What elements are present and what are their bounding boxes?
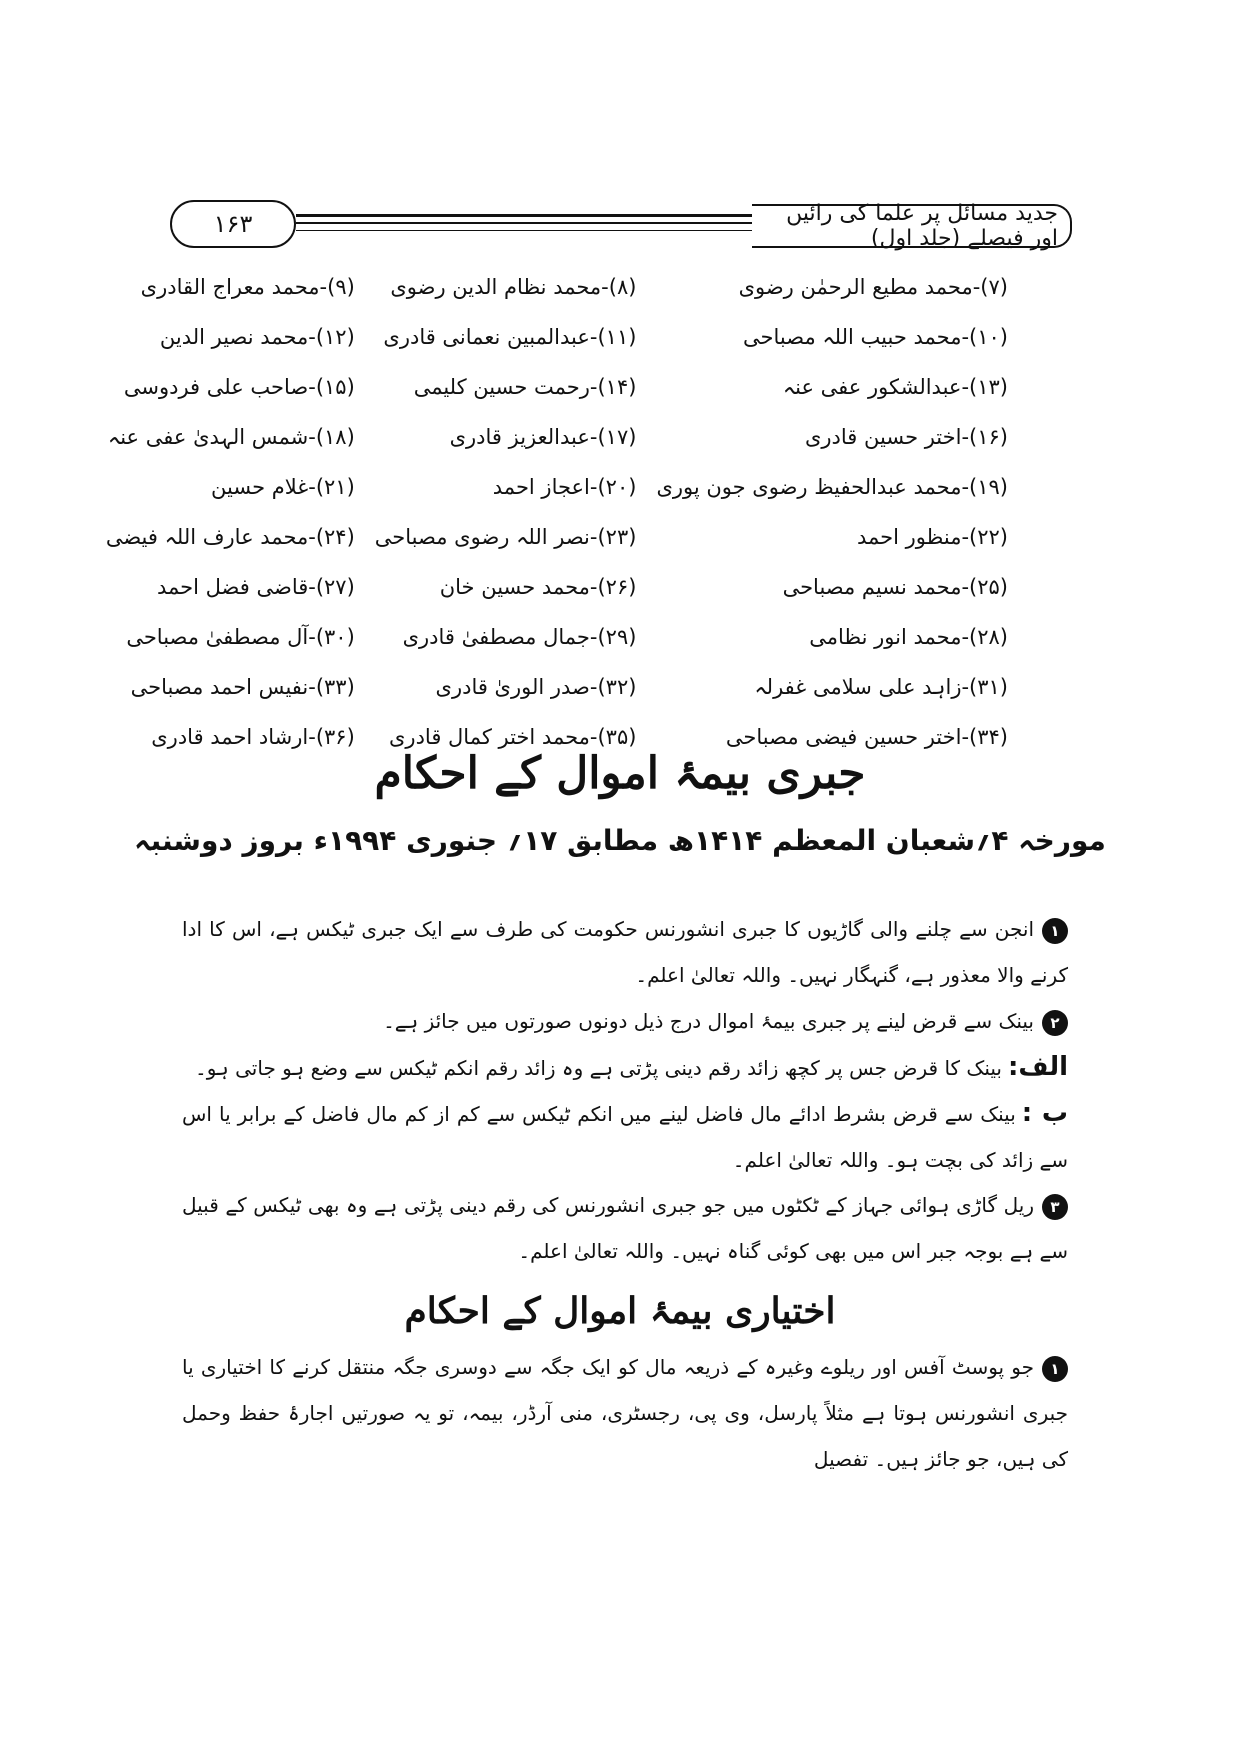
item-number-badge: ۳ [1042,1194,1068,1220]
signatory: (۲۹)-جمال مصطفیٰ قادری [402,625,637,649]
signatory: (۱۵)-صاحب علی فردوسی [123,375,355,399]
ruling-1 [182,906,1068,998]
ruling-optional-1 [182,1344,1068,1482]
date-line: مورخہ ۴؍شعبان المعظم ۱۴۱۴ھ مطابق ۱۷؍ جنوری ۱۹۹۴ء بروز دوشنبہ [134,824,1106,857]
signatory: (۳۰)-آل مصطفیٰ مصباحی [126,625,355,649]
signatory: (۳۵)-محمد اختر کمال قادری [389,725,637,749]
signatory: (۳۶)-ارشاد احمد قادری [151,725,355,749]
signatory: (۲۴)-محمد عارف اللہ فیضی [105,525,355,549]
ruling-text: ریل گاڑی ہوائی جہاز کے ٹکٹوں میں جو جبری انشورنس کی رقم دینی پڑتی ہے وہ بھی ٹیکس کے قبیل سے ہے بوجہ جبر اس میں بھی کوئی گناہ نہیں۔ واللہ تعالیٰ اعلم۔ [182,1193,1068,1263]
header-rule [296,214,752,236]
header-rule-line [296,214,752,217]
header-rule-line [296,230,752,231]
signatory: (۲۰)-اعجاز احمد [492,475,637,499]
signatory: (۱۰)-محمد حبیب اللہ مصباحی [743,325,1008,349]
ruling-text: جو پوسٹ آفس اور ریلوے وغیرہ کے ذریعہ مال کو ایک جگہ سے دوسری جگہ منتقل کرنے کا اختیاری یا جبری انشورنس ہوتا ہے مثلاً پارسل، وی پی، رجسٹری، منی آرڈر، بیمہ، تو یہ صورتیں اجارۂ حفظ وحمل کی ہیں، جو جائز ہیں۔ تفصیل [182,1355,1068,1471]
signatory: (۸)-محمد نظام الدین رضوی [390,275,637,299]
signatory: (۱۲)-محمد نصیر الدین [159,325,355,349]
signatory: (۲۲)-منظور احمد [857,525,1008,549]
ruling-3 [182,1182,1068,1274]
signatory: (۲۸)-محمد انور نظامی [809,625,1008,649]
item-number-badge: ۱ [1042,1356,1068,1382]
item-number-badge: ۱ [1042,918,1068,944]
signatory: (۳۴)-اختر حسین فیضی مصباحی [725,725,1008,749]
signatory: (۱۹)-محمد عبدالحفیظ رضوی جون پوری [656,475,1008,499]
signatory: (۳۱)-زاہد علی سلامی غفرلہ [754,675,1008,699]
signatory: (۲۳)-نصر اللہ رضوی مصباحی [374,525,637,549]
signatory: (۲۷)-قاضی فضل احمد [157,575,355,599]
signatory: (۱۴)-رحمت حسین کلیمی [413,375,637,399]
signatory: (۷)-محمد مطیع الرحمٰن رضوی [738,275,1008,299]
signatory: (۳۳)-نفیس احمد مصباحی [130,675,355,699]
signatory: (۱۸)-شمس الہدیٰ عفی عنہ [107,425,355,449]
signatory: (۹)-محمد معراج القادری [140,275,355,299]
ruling-text: بینک سے قرض بشرط ادائے مال فاضل لینے میں انکم ٹیکس سے کم از کم مال فاضل کے برابر یا اس سے زائد کی بچت ہو۔ واللہ تعالیٰ اعلم۔ [182,1102,1068,1172]
signatory: (۲۶)-محمد حسین خان [439,575,637,599]
signatory: (۲۵)-محمد نسیم مصباحی [782,575,1008,599]
signatory: (۱۱)-عبدالمبین نعمانی قادری [383,325,637,349]
section-heading-optional: اختیاری بیمۂ اموال کے احکام [404,1290,836,1332]
sub-item-label: ب : [1021,1098,1069,1128]
sub-item-label: الف: [1007,1052,1068,1082]
ruling-2-be [182,1090,1068,1183]
section-heading-compulsory: جبری بیمۂ اموال کے احکام [374,748,866,799]
page-number: ۱۶۳ [170,200,296,248]
signatory: (۳۲)-صدر الوریٰ قادری [435,675,637,699]
ruling-2 [182,998,1068,1044]
ruling-text: بینک کا قرض جس پر کچھ زائد رقم دینی پڑتی ہے وہ زائد رقم انکم ٹیکس سے وضع ہو جاتی ہو۔ [195,1056,1002,1080]
signatory: (۱۷)-عبدالعزیز قادری [449,425,637,449]
signatories-list [105,262,1008,762]
item-number-badge: ۲ [1042,1010,1068,1036]
ruling-text: انجن سے چلنے والی گاڑیوں کا جبری انشورنس حکومت کی طرف سے ایک جبری ٹیکس ہے، اس کا ادا کرنے والا معذور ہے، گنہگار نہیں۔ واللہ تعالیٰ اعلم۔ [182,917,1068,987]
ruling-text: بینک سے قرض لینے پر جبری بیمۂ اموال درج ذیل دونوں صورتوں میں جائز ہے۔ [383,1009,1034,1033]
book-title: جدید مسائل پر علما کی رائیں اور فیصلے (جلد اول) [752,204,1072,248]
signatory: (۲۱)-غلام حسین [211,475,355,499]
header-rule-line [296,222,752,224]
signatory: (۱۶)-اختر حسین قادری [804,425,1008,449]
signatory: (۱۳)-عبدالشکور عفی عنہ [782,375,1008,399]
ruling-2-alif [182,1044,1068,1091]
